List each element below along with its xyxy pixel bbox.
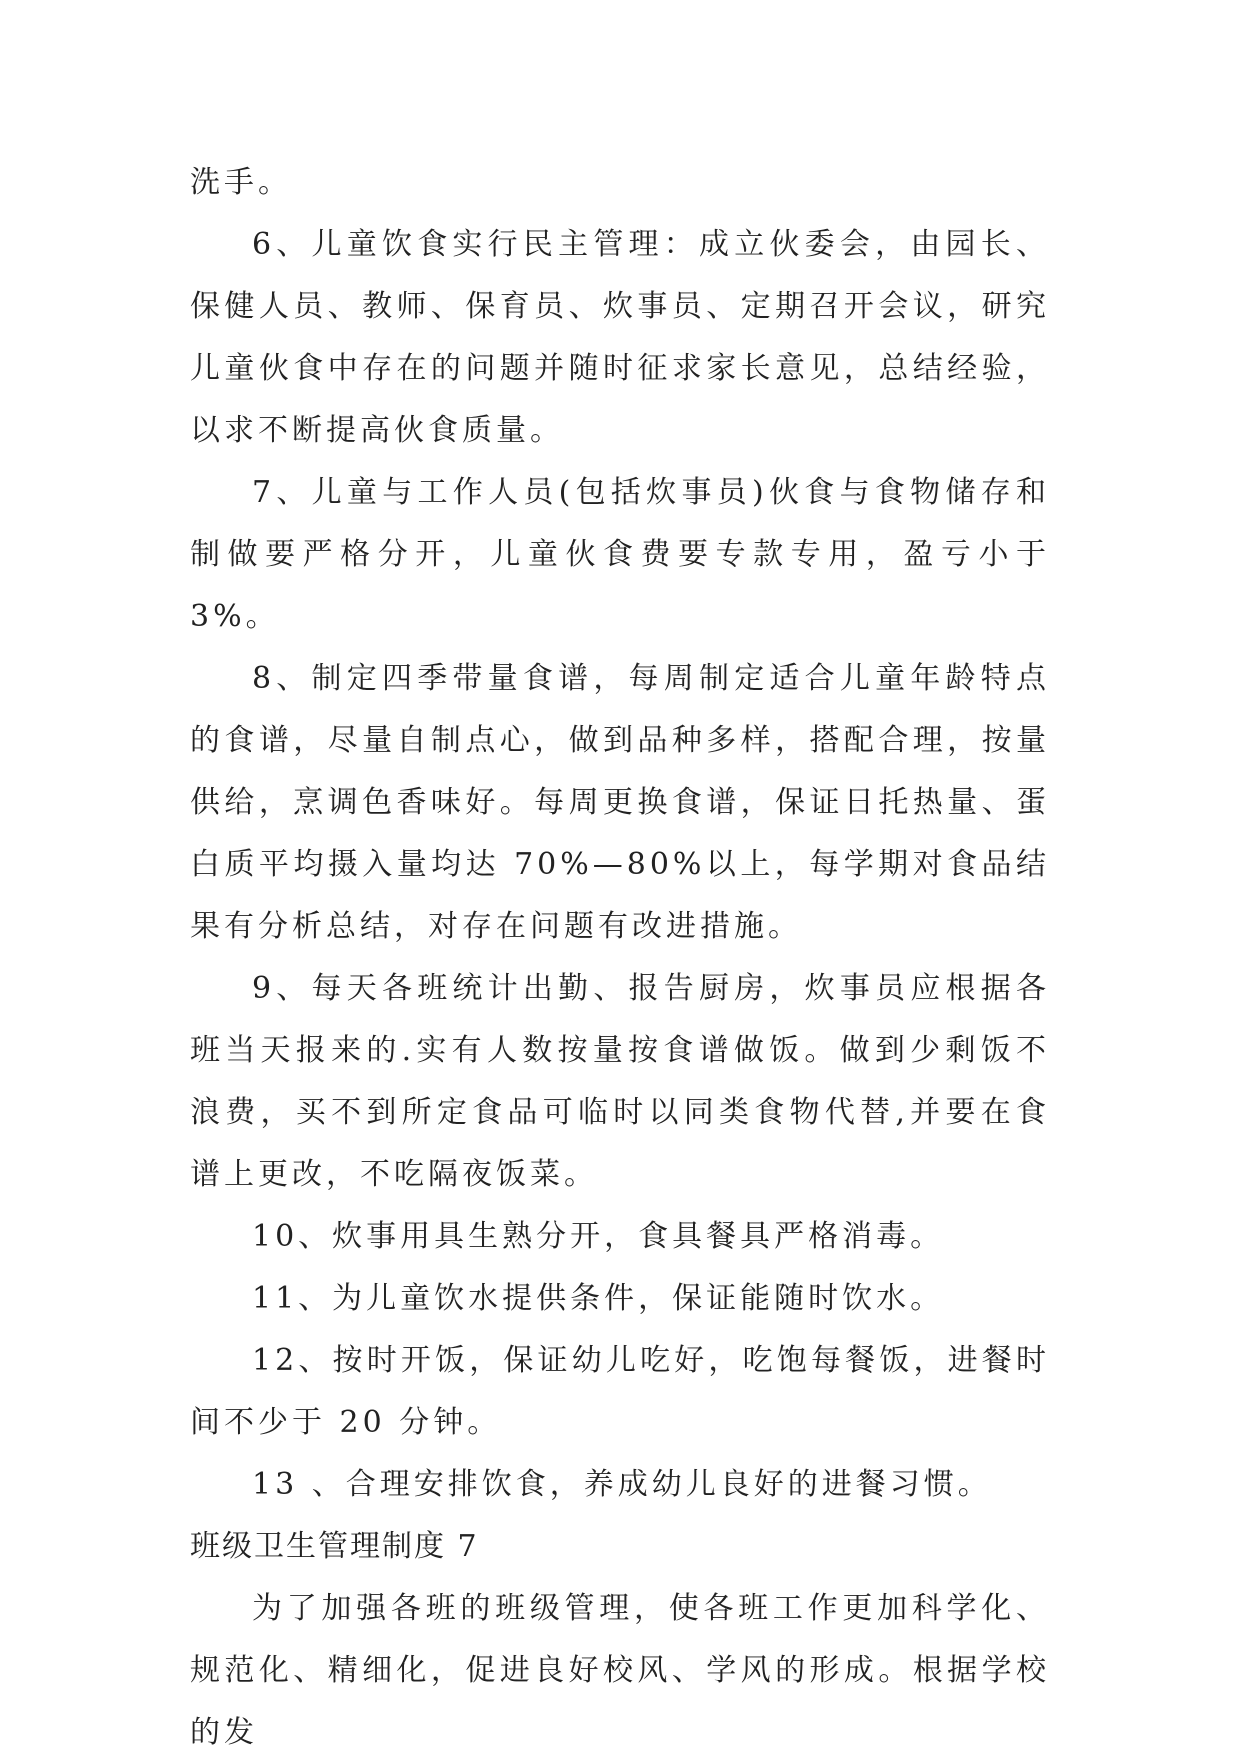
paragraph-item-13: 13 、合理安排饮食，养成幼儿良好的进餐习惯。 [252,1467,992,1502]
paragraph-item-6: 6、儿童饮食实行民主管理：成立伙委会，由园长、保健人员、教师、保育员、炊事员、定期召开会议，研究儿童伙食中存在的问题并随时征求家长意见，总结经验，以求不断提高伙食质量。 [190,227,1050,448]
paragraph-intro: 为了加强各班的班级管理，使各班工作更加科学化、规范化、精细化，促进良好校风、学风的形成。根据学校的发 [190,1591,1050,1750]
paragraph-item-10: 10、炊事用具生熟分开，食具餐具严格消毒。 [252,1219,945,1254]
paragraph-item-7: 7、儿童与工作人员(包括炊事员)伙食与食物储存和制做要严格分开，儿童伙食费要专款专用，盈亏小于 3%。 [190,475,1050,634]
paragraph-continuation: 洗手。 [190,165,292,200]
paragraph-item-11: 11、为儿童饮水提供条件，保证能随时饮水。 [252,1281,945,1316]
paragraph-item-9: 9、每天各班统计出勤、报告厨房，炊事员应根据各班当天报来的.实有人数按量按食谱做饭。做到少剩饭不浪费，买不到所定食品可临时以同类食物代替,并要在食谱上更改，不吃隔夜饭菜。 [190,971,1050,1192]
document-body [190,152,1050,1764]
paragraph-item-12: 12、按时开饭，保证幼儿吃好，吃饱每餐饭，进餐时间不少于 20 分钟。 [190,1343,1050,1440]
paragraph-item-8: 8、制定四季带量食谱，每周制定适合儿童年龄特点的食谱，尽量自制点心，做到品种多样，搭配合理，按量供给，烹调色香味好。每周更换食谱，保证日托热量、蛋白质平均摄入量均达 70%—80%以上，每学期对食品结果有分析总结，对存在问题有改进措施。 [190,661,1050,944]
section-heading: 班级卫生管理制度 7 [190,1529,479,1564]
